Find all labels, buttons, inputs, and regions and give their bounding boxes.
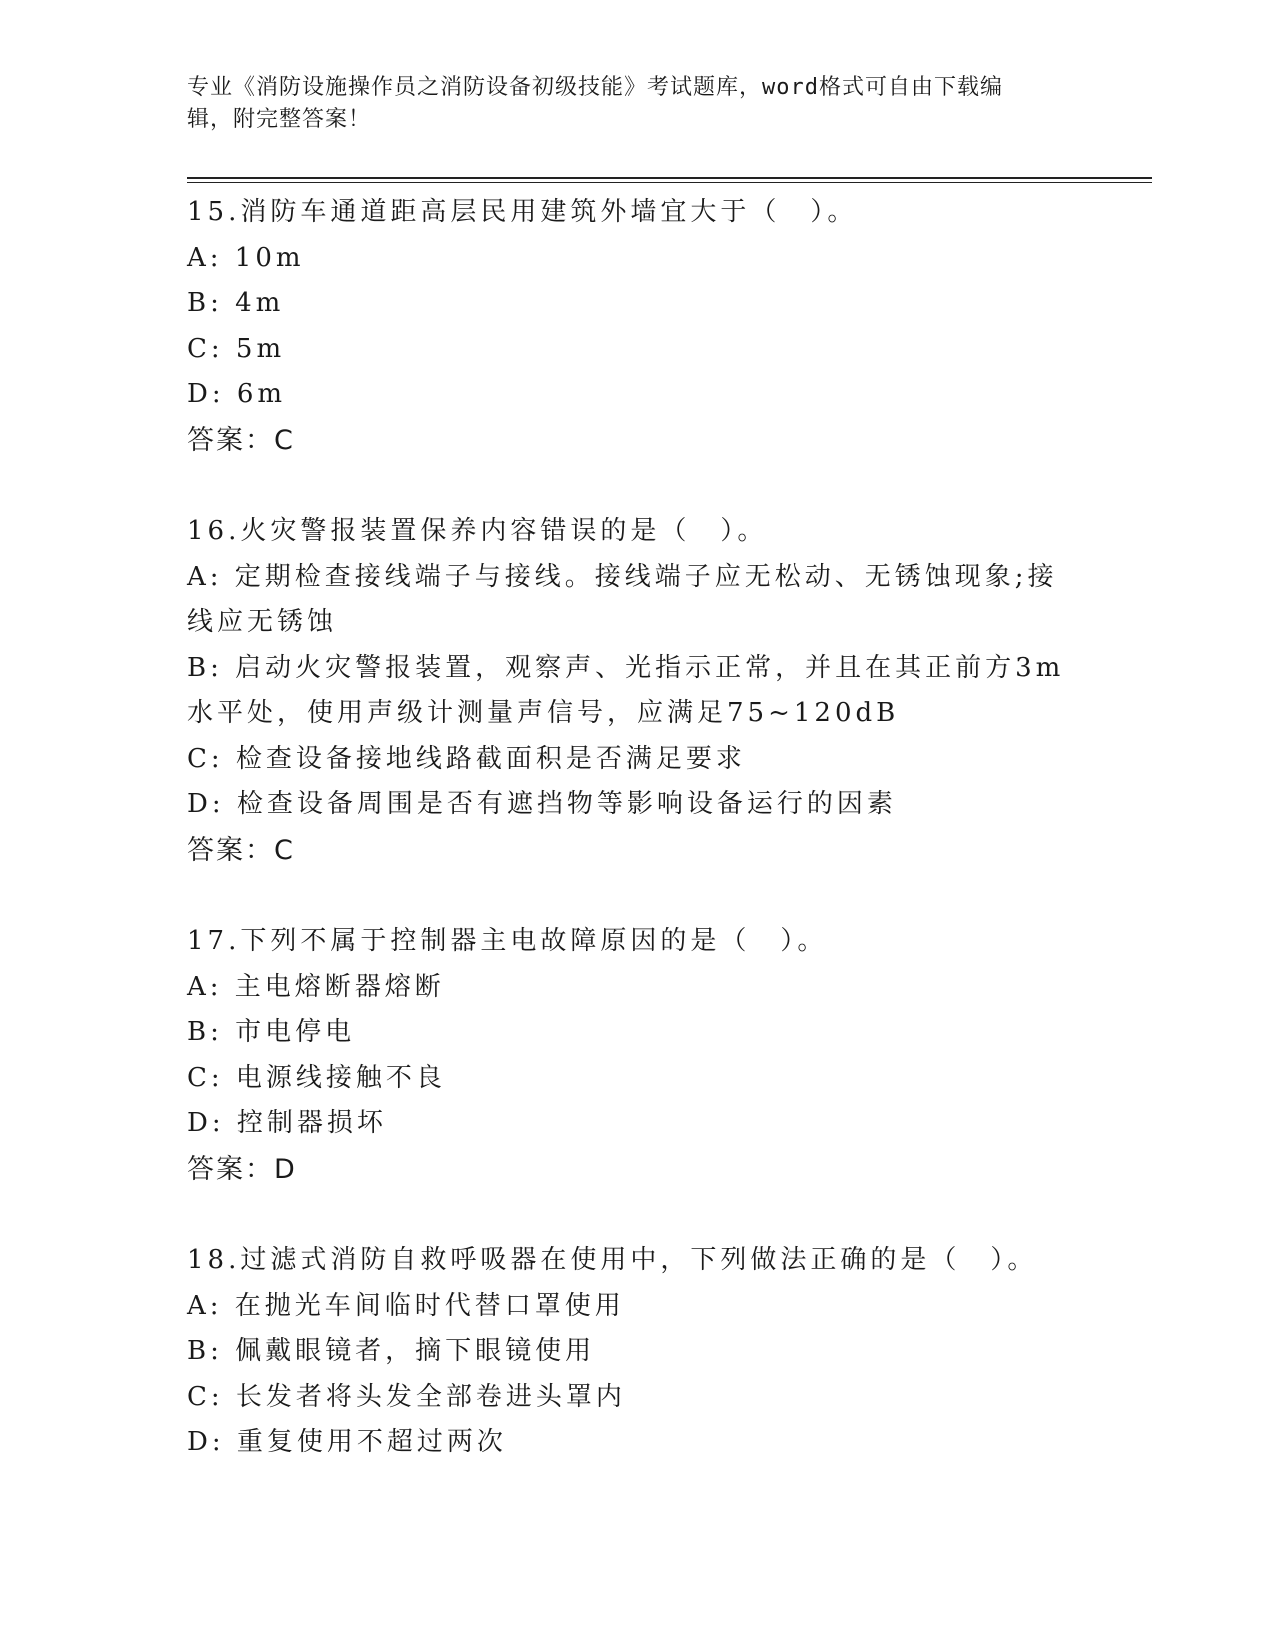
question-17 — [187, 919, 1067, 1192]
question-spacer — [187, 1192, 1067, 1238]
header-line-1: 专业《消防设施操作员之消防设备初级技能》考试题库，word格式可自由下载编 — [187, 75, 1003, 100]
option-d: D: 6m — [187, 379, 287, 409]
option-b: B: 佩戴眼镜者，摘下眼镜使用 — [187, 1336, 596, 1366]
header-rule-thin — [187, 182, 1152, 183]
header-rule-thick — [187, 177, 1152, 179]
question-stem: 15.消防车通道距高层民用建筑外墙宜大于（ ）。 — [187, 197, 858, 227]
option-d: D: 重复使用不超过两次 — [187, 1427, 507, 1457]
question-16 — [187, 509, 1067, 873]
option-a: A: 在抛光车间临时代替口罩使用 — [187, 1290, 625, 1321]
question-stem: 18.过滤式消防自救呼吸器在使用中，下列做法正确的是（ ）。 — [187, 1245, 1038, 1275]
answer-line: 答案：C — [187, 834, 295, 866]
header-line-2: 辑，附完整答案！ — [187, 107, 372, 132]
option-c: C: 5m — [187, 333, 286, 364]
option-c: C: 检查设备接地线路截面积是否满足要求 — [187, 743, 746, 774]
option-c: C: 电源线接触不良 — [187, 1062, 446, 1093]
question-list — [187, 190, 1067, 1466]
option-d: D: 控制器损坏 — [187, 1108, 387, 1138]
option-b: B: 市电停电 — [187, 1017, 356, 1047]
option-a: A: 10m — [187, 242, 305, 273]
question-18 — [187, 1238, 1067, 1466]
option-c: C: 长发者将头发全部卷进头罩内 — [187, 1381, 626, 1412]
answer-line: 答案：D — [187, 1153, 297, 1185]
question-stem: 16.火灾警报装置保养内容错误的是（ ）。 — [187, 516, 768, 546]
document-header — [187, 72, 1067, 136]
question-stem: 17.下列不属于控制器主电故障原因的是（ ）。 — [187, 926, 828, 956]
option-d: D: 检查设备周围是否有遮挡物等影响设备运行的因素 — [187, 789, 897, 819]
option-b: B: 启动火灾警报装置，观察声、光指示正常，并且在其正前方3m水平处，使用声级计测量声信号，应满足75~120dB — [187, 652, 1065, 728]
question-spacer — [187, 463, 1067, 509]
question-spacer — [187, 873, 1067, 919]
question-15 — [187, 190, 1067, 463]
option-b: B: 4m — [187, 288, 285, 318]
option-a: A: 主电熔断器熔断 — [187, 971, 445, 1002]
option-a: A: 定期检查接线端子与接线。接线端子应无松动、无锈蚀现象;接线应无锈蚀 — [187, 561, 1058, 637]
answer-line: 答案：C — [187, 424, 295, 456]
